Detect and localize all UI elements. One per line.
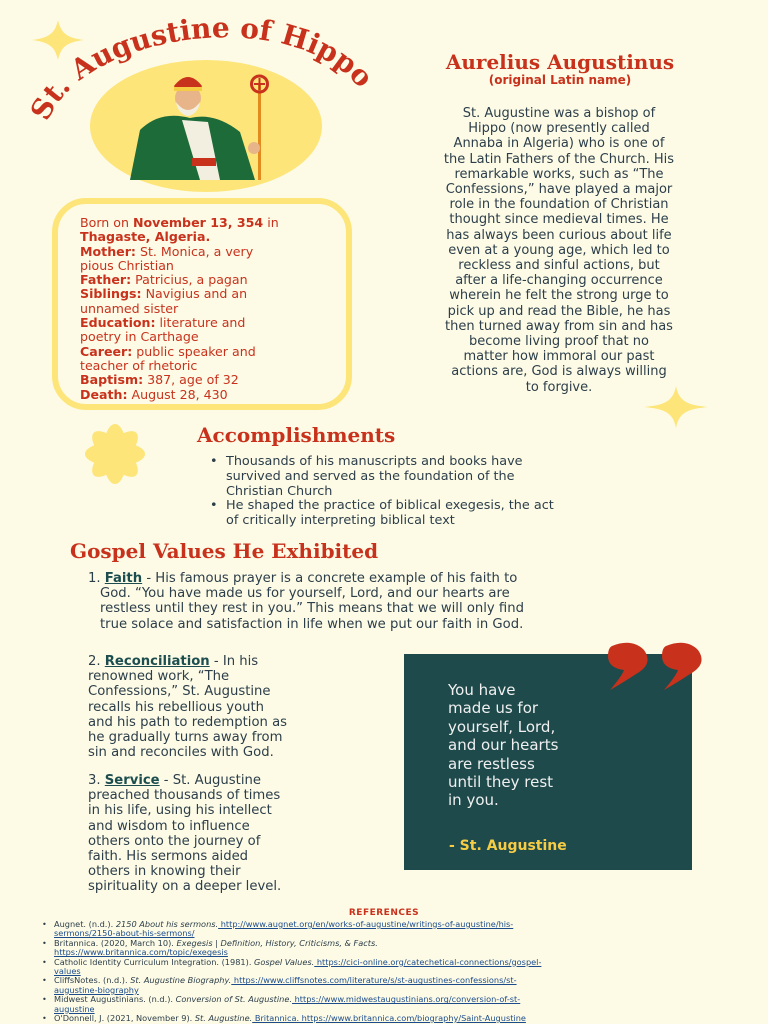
reconciliation-keyword: Reconciliation: [104, 654, 210, 669]
arc-title-text: St. Augustine of Hippo: [23, 14, 380, 126]
flower-icon: [60, 418, 170, 490]
bio-line: to forgive.: [525, 379, 593, 395]
quote-line: are restless: [448, 754, 535, 773]
quote-line: made us for: [448, 699, 539, 718]
bio-line: wherein he felt the strong urge to: [449, 288, 669, 304]
reference-link[interactable]: https://cici-online.org/catechetical-connections/gospel-: [314, 956, 542, 967]
bio-line: role in the foundation of Christian: [449, 197, 669, 213]
service-item: 3. Service - St. Augustine preached thousands of times in his life, using his intellect and wisdom to influence others onto the journey of faith. His sermons aided others in knowing their spirituality on a deeper level.: [88, 773, 282, 895]
bio-line: then turned away from sin and has: [445, 318, 673, 334]
quote-line: and our hearts: [448, 736, 559, 755]
bio-line: actions are, God is always willing: [451, 364, 667, 380]
bio-line: Confessions,” have played a major: [445, 182, 673, 198]
bio-line: Annaba in Algeria) who is one of: [453, 136, 665, 152]
accomplishments-list: [206, 455, 706, 529]
reference-link[interactable]: augustine: [54, 1003, 95, 1014]
bio-line: become living proof that no: [469, 334, 649, 350]
references-list: [42, 920, 732, 1023]
accomplishment-item: • Thousands of his manuscripts and books have survived and served as the foundation of the Christian Church: [206, 455, 706, 499]
bio-line: remarkable works, such as “The: [454, 166, 664, 182]
biography-text: [392, 106, 726, 395]
faith-keyword: Faith: [104, 571, 143, 586]
latin-name-heading: Aurelius Augustinus: [445, 50, 675, 74]
reference-link[interactable]: http://www.augnet.org/en/works-of-augustine/writings-of-augustine/his-: [218, 919, 514, 929]
bio-line: has always been curious about life: [446, 227, 672, 243]
bio-line: after a life-changing occurrence: [455, 273, 663, 289]
reference-link[interactable]: values: [54, 966, 81, 977]
bio-line: even at a young age, which led to: [448, 242, 670, 258]
reference-item: • Britannica. (2020, March 10). Exegesis | Definition, History, Criticisms, & Facts. https://www.britannica.com/topic/exegesis: [42, 939, 732, 958]
reference-item: • Augnet. (n.d.). 2150 About his sermons. http://www.augnet.org/en/works-of-augustine/writings-of-augustine/his- sermons/2150-about-his-sermons/: [42, 920, 732, 939]
bio-line: St. Augustine was a bishop of: [462, 106, 656, 121]
accomplishment-item: • He shaped the practice of biblical exegesis, the act of critically interpreting biblical text: [206, 499, 706, 529]
bio-line: reckless and sinful actions, but: [458, 258, 660, 274]
quote-text: [448, 681, 668, 810]
quote-author: - St. Augustine: [449, 838, 567, 854]
reference-item: • Midwest Augustinians. (n.d.). Conversion of St. Augustine. https://www.midwestaugustinians.org/conversion-of-st- augustine: [42, 995, 732, 1014]
bio-line: matter how immoral our past: [463, 349, 655, 365]
references-heading: REFERENCES: [348, 908, 420, 918]
bio-line: thought since medieval times. He: [449, 212, 669, 228]
reference-item: • CliffsNotes. (n.d.). St. Augustine Biography. https://www.cliffsnotes.com/literature/s/st-augustines-confessions/st- augustine-biography: [42, 976, 732, 995]
reference-item: • O'Donnell, J. (2021, November 9). St. Augustine. Britannica. https://www.britannica.com/biography/Saint-Augustine: [42, 1014, 732, 1023]
reference-link[interactable]: https://www.midwestaugustinians.org/conversion-of-st-: [291, 994, 521, 1005]
svg-text:St. Augustine of Hippo: [24, 14, 380, 125]
info-card: Born on November 13, 354 in Thagaste, Algeria. Mother: St. Monica, a very pious Christian Father: Patricius, a pagan Siblings: Navigius and an unnamed sister Education: literature and poetry in Carthage Career: public speaker and teacher of rhetoric Baptism: 387, age of 32 Death: August 28, 430: [52, 198, 352, 410]
gospel-values-heading: Gospel Values He Exhibited: [70, 539, 379, 563]
reference-link[interactable]: Britannica. https://www.britannica.com/biography/Saint-Augustine: [252, 1013, 526, 1024]
faith-item: 1. Faith - His famous prayer is a concrete example of his faith to God. “You have made us for yourself, Lord, and our hearts are restless until they rest in you.” This means that we will only find true solace and satisfaction in life when we put our faith in God.: [88, 571, 524, 632]
quote-line: until they rest: [448, 773, 554, 792]
accomplishments-heading: Accomplishments: [197, 423, 396, 447]
reference-link[interactable]: https://www.cliffsnotes.com/literature/s/st-augustines-confessions/st-: [231, 975, 517, 986]
service-keyword: Service: [104, 773, 160, 788]
quote-line: yourself, Lord,: [448, 717, 556, 736]
reference-link[interactable]: https://www.britannica.com/topic/exegesis: [54, 947, 228, 958]
reference-link[interactable]: augustine-biography: [54, 984, 139, 995]
reference-link[interactable]: sermons/2150-about-his-sermons/: [54, 928, 195, 939]
quote-line: You have: [448, 681, 516, 699]
latin-name-subtitle: (original Latin name): [488, 73, 632, 87]
quote-line: in you.: [448, 791, 499, 810]
bio-line: pick up and read the Bible, he has: [447, 303, 671, 319]
bio-line: the Latin Fathers of the Church. His: [443, 151, 675, 167]
reference-item: • Catholic Identity Curriculum Integration. (1981). Gospel Values. https://cici-online.org/catechetical-connections/gospel- values: [42, 958, 732, 977]
bio-line: Hippo (now presently called: [468, 121, 650, 137]
reconciliation-item: 2. Reconciliation - In his renowned work, “The Confessions,” St. Augustine recalls his rebellious youth and his path to redemption as he gradually turns away from sin and reconciles with God.: [88, 654, 288, 761]
arc-title: [18, 14, 398, 134]
